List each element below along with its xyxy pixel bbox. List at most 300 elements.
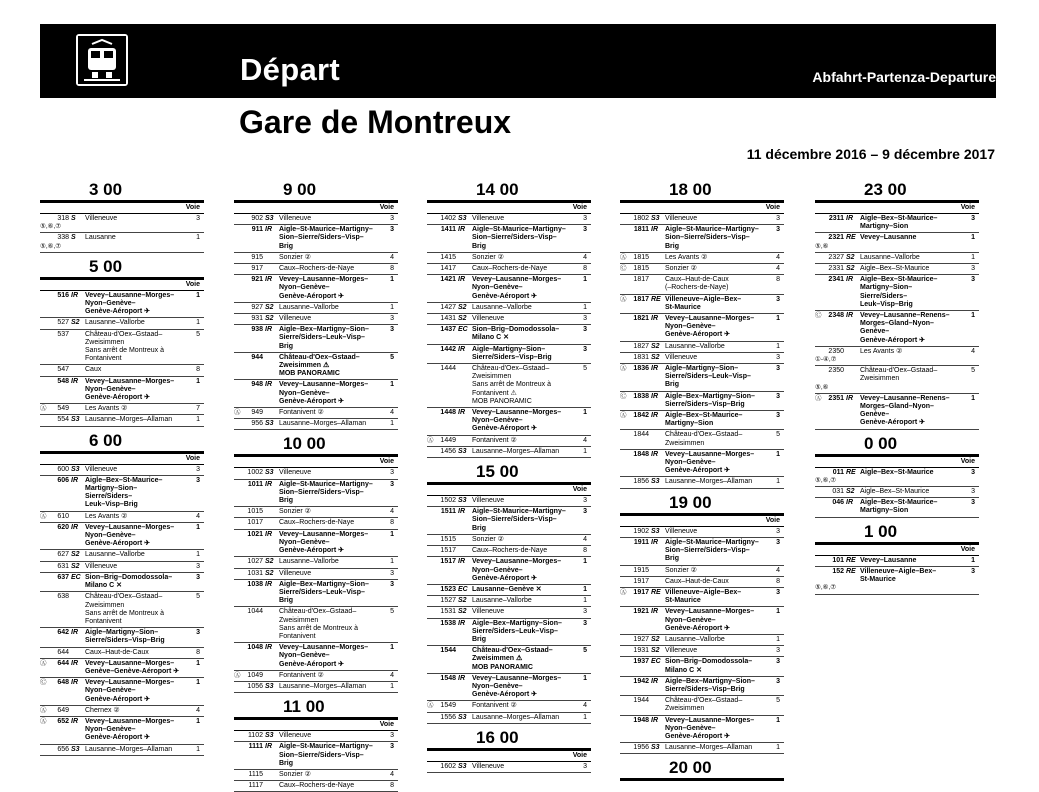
- hour-block: [40, 179, 204, 253]
- train-time: 1836: [633, 365, 649, 373]
- departure-row: [234, 353, 398, 381]
- train-time: 1815: [633, 253, 649, 261]
- destination: Les Avants ②: [665, 253, 708, 261]
- departure-row: [427, 701, 591, 712]
- train-category: S: [71, 234, 76, 242]
- train-category: S2: [458, 303, 467, 311]
- destination: Vevey–Lausanne–Morges– Nyon–Genève– Genève-Aéroport ✈: [279, 381, 369, 405]
- track-number: 3: [196, 465, 200, 473]
- track-number: 1: [583, 597, 587, 605]
- track-number: 3: [196, 629, 200, 637]
- train-category: S2: [846, 488, 855, 496]
- departure-row: [427, 713, 591, 724]
- train-category: S3: [71, 745, 80, 753]
- departure-row: [427, 345, 591, 364]
- track-number: 1: [583, 585, 587, 593]
- departure-row: [234, 518, 398, 529]
- track-number: 1: [971, 234, 975, 242]
- train-time: 1911: [633, 538, 649, 546]
- departure-row: [234, 742, 398, 770]
- destination: Aigle–Martigny–Sion– Sierre/Siders–Visp–Brig: [472, 345, 552, 361]
- train-category: S3: [71, 465, 80, 473]
- departure-row: [234, 468, 398, 479]
- destination: Vevey–Lausanne–Morges– Nyon–Genève– Genève-Aéroport ✈: [472, 276, 562, 300]
- destination: Caux–Rochers-de-Naye: [472, 547, 548, 555]
- track-number: 1: [776, 716, 780, 724]
- departure-list: [234, 213, 398, 430]
- train-time: 938: [251, 326, 263, 334]
- destination: Aigle–Bex–St-Maurice: [860, 468, 934, 476]
- track-number: 3: [390, 315, 394, 323]
- track-column-header: Voie: [960, 457, 975, 465]
- operating-days-prefix: Ⓐ: [620, 412, 627, 420]
- train-time: 1602: [440, 762, 456, 770]
- train-time: 2321: [828, 234, 844, 242]
- departure-row: [40, 562, 204, 573]
- destination: Aigle–Martigny–Sion– Sierre/Siders–Visp–Brig: [85, 629, 165, 645]
- train-category: RE: [846, 468, 856, 476]
- train-time: 547: [57, 366, 69, 374]
- destination: Villeneuve: [85, 215, 118, 222]
- track-number: 3: [971, 567, 975, 575]
- train-category: S3: [651, 744, 660, 752]
- track-number: 3: [776, 226, 780, 234]
- track-number: 1: [390, 530, 394, 538]
- train-category: IR: [651, 226, 658, 234]
- operating-days-prefix: Ⓒ: [620, 392, 627, 400]
- destination: Lausanne–Genève ✕: [472, 585, 542, 593]
- train-time: 1502: [440, 497, 456, 505]
- destination: Sonzier ②: [665, 265, 697, 273]
- departure-row: [620, 353, 784, 364]
- train-category: IR: [846, 215, 853, 222]
- track-number: 4: [390, 253, 394, 261]
- train-category: S: [71, 215, 76, 222]
- train-time: 1115: [248, 770, 263, 778]
- train-time: 1111: [248, 743, 263, 751]
- departure-row: [40, 628, 204, 647]
- destination: Sonzier ②: [665, 566, 697, 574]
- train-time: 1944: [633, 697, 649, 705]
- train-time: 1417: [440, 265, 456, 273]
- train-category: S2: [71, 562, 80, 570]
- track-number: 3: [776, 353, 780, 361]
- departure-row: [427, 546, 591, 557]
- track-number: 8: [390, 782, 394, 790]
- timetable-column-5: [815, 176, 979, 595]
- track-column-header: Voie: [765, 204, 780, 211]
- destination: Lausanne–Vallorbe: [472, 597, 532, 605]
- destination: Château-d'Oex–Gstaad– Zweisimmen: [860, 367, 938, 383]
- train-category: S3: [265, 215, 274, 222]
- train-time: 1456: [440, 447, 456, 455]
- track-number: 3: [776, 392, 780, 400]
- train-category: S2: [265, 303, 274, 311]
- train-time: 1017: [247, 519, 263, 527]
- train-category: S2: [651, 647, 660, 655]
- train-category: IR: [846, 312, 853, 320]
- track-number: 8: [776, 276, 780, 284]
- train-time: 031: [832, 488, 844, 496]
- track-number: 3: [390, 326, 394, 334]
- operating-days-note: ⑤,⑥,⑦: [40, 242, 62, 250]
- train-time: 644: [57, 648, 69, 656]
- train-time: 915: [251, 253, 263, 261]
- train-category: IR: [458, 276, 465, 284]
- track-number: 1: [196, 523, 200, 531]
- departure-row: [620, 677, 784, 696]
- train-category: IR: [458, 619, 465, 627]
- destination: Lausanne–Morges–Allaman: [279, 420, 367, 428]
- operating-days-note: ①-④,⑦: [815, 356, 837, 364]
- train-category: S3: [651, 527, 660, 535]
- destination: Vevey–Lausanne–Morges– Nyon–Genève– Genève-Aéroport ✈: [279, 530, 369, 555]
- destination: Aigle–St-Maurice–Martigny– Sion–Sierre/Siders–Visp–Brig: [472, 226, 566, 250]
- operating-days-prefix: Ⓐ: [815, 394, 822, 402]
- departure-row: [815, 468, 979, 487]
- destination: Caux–Rochers-de-Naye: [279, 265, 355, 273]
- track-number: 8: [196, 648, 200, 656]
- departure-row: [427, 364, 591, 408]
- track-number: 3: [776, 527, 780, 535]
- departure-row: [620, 392, 784, 411]
- departure-row: [40, 678, 204, 706]
- operating-days-prefix: Ⓒ: [620, 265, 627, 273]
- hour-heading: 10 00: [283, 434, 326, 454]
- track-column-header: Voie: [185, 280, 200, 288]
- track-number: 3: [196, 215, 200, 222]
- track-number: 5: [196, 330, 200, 338]
- train-time: 554: [57, 416, 69, 424]
- train-time: 1517: [440, 547, 456, 555]
- destination: Chernex ②: [85, 706, 120, 714]
- operating-days-prefix: Ⓐ: [620, 253, 627, 261]
- departure-row: [234, 569, 398, 580]
- destination: Lausanne–Vallorbe: [665, 342, 725, 350]
- train-time: 649: [57, 706, 69, 714]
- train-time: 1942: [633, 677, 649, 685]
- destination: Lausanne–Morges–Allaman: [665, 478, 753, 486]
- train-time: 1102: [247, 732, 263, 740]
- hour-heading: 20 00: [669, 758, 712, 778]
- departure-list: [40, 464, 204, 756]
- operating-days-prefix: Ⓒ: [815, 312, 822, 320]
- destination: Villeneuve–Aigle–Bex– St-Maurice: [665, 588, 742, 605]
- train-category: S3: [458, 215, 467, 222]
- departure-row: [620, 577, 784, 588]
- departure-row: [234, 303, 398, 314]
- destination: Aigle–St-Maurice–Martigny– Sion–Sierre/Siders–Visp–Brig: [665, 226, 759, 250]
- track-number: 3: [583, 619, 587, 627]
- departure-row: [40, 318, 204, 329]
- departure-row: [234, 580, 398, 608]
- train-time: 648: [57, 679, 69, 687]
- hour-rule: [620, 778, 784, 781]
- departure-row: [40, 291, 204, 319]
- departure-row: [815, 233, 979, 252]
- departure-row: [427, 436, 591, 447]
- track-number: 1: [196, 291, 200, 299]
- departure-row: [427, 607, 591, 618]
- departure-row: [620, 696, 784, 715]
- departure-row: [427, 314, 591, 325]
- departure-row: [234, 671, 398, 682]
- track-number: 4: [390, 409, 394, 417]
- destination: Vevey–Lausanne–Morges– Nyon–Genève– Genève-Aéroport ✈: [279, 276, 369, 300]
- train-time: 2327: [828, 253, 844, 261]
- train-category: IR: [458, 508, 465, 516]
- departure-row: [234, 275, 398, 303]
- departure-row: [234, 781, 398, 792]
- destination: Aigle–Bex–Martigny–Sion– Sierre/Siders–Leuk–Visp–Brig: [472, 619, 562, 643]
- destination: Aigle–Martigny–Sion– Sierre/Siders–Leuk–Visp–Brig: [665, 365, 751, 389]
- train-category: RE: [846, 234, 856, 242]
- train-category: IR: [846, 394, 853, 402]
- destination: Fontanivent ②: [472, 702, 517, 710]
- track-number: 3: [583, 226, 587, 234]
- destination: Vevey–Lausanne: [860, 234, 917, 242]
- train-category: EC: [71, 573, 81, 581]
- track-number: 5: [583, 647, 587, 655]
- train-time: 1844: [633, 431, 649, 439]
- track-number: 3: [776, 295, 780, 303]
- train-time: 318: [57, 215, 69, 222]
- departure-row: [234, 557, 398, 568]
- departure-row: [40, 330, 204, 366]
- destination: Lausanne–Morges–Allaman: [85, 416, 173, 424]
- departure-row: [427, 264, 591, 275]
- train-category: RE: [846, 556, 856, 564]
- track-number: 4: [196, 512, 200, 520]
- destination: Villeneuve: [279, 469, 312, 477]
- departure-row: [620, 635, 784, 646]
- track-number: 8: [776, 577, 780, 585]
- train-time: 527: [57, 319, 69, 327]
- destination: Villeneuve: [279, 569, 312, 577]
- track-number: 1: [390, 682, 394, 690]
- train-time: 1538: [440, 619, 456, 627]
- destination: Villeneuve: [472, 315, 505, 323]
- destination: Villeneuve: [472, 497, 505, 505]
- train-category: IR: [651, 412, 658, 420]
- destination: Aigle–St-Maurice–Martigny– Sion–Sierre/Siders–Visp–Brig: [279, 226, 373, 250]
- departure-row: [815, 347, 979, 366]
- track-column-header: Voie: [379, 458, 394, 466]
- destination: Vevey–Lausanne–Morges– Nyon–Genève– Genève-Aéroport ✈: [85, 679, 175, 703]
- destination: Aigle–Bex–Martigny–Sion– Sierre/Siders–Leuk–Visp–Brig: [279, 580, 369, 605]
- track-number: 3: [583, 215, 587, 222]
- destination: Vevey–Lausanne–Renens– Morges–Gland–Nyon–Genève– Genève-Aéroport ✈: [860, 394, 950, 427]
- train-category: IR: [265, 480, 272, 488]
- departure-row: [427, 408, 591, 436]
- operating-days-prefix: Ⓐ: [427, 436, 434, 444]
- track-number: 1: [971, 253, 975, 261]
- train-time: 537: [57, 330, 69, 338]
- train-time: 1931: [633, 647, 649, 655]
- departure-row: [815, 311, 979, 347]
- train-category: IR: [71, 629, 78, 637]
- train-category: S3: [651, 478, 660, 486]
- track-number: 1: [583, 409, 587, 417]
- track-number: 1: [390, 276, 394, 284]
- departure-row: [427, 225, 591, 253]
- track-number: 5: [390, 608, 394, 616]
- train-time: 1444: [440, 365, 456, 373]
- train-category: S2: [846, 253, 855, 261]
- hour-heading: 1 00: [864, 521, 898, 541]
- train-time: 956: [251, 420, 263, 428]
- destination: Lausanne–Vallorbe: [860, 253, 920, 261]
- train-time: 011: [832, 468, 844, 476]
- train-time: 1556: [440, 713, 456, 721]
- header-bar: [40, 24, 996, 98]
- hour-block: [427, 727, 591, 773]
- train-category: S3: [71, 416, 80, 424]
- track-number: 1: [390, 303, 394, 311]
- train-time: 642: [57, 629, 69, 637]
- departure-row: [40, 476, 204, 512]
- track-column-header: Voie: [379, 204, 394, 211]
- hour-heading: 0 00: [864, 433, 898, 453]
- train-time: 1956: [633, 744, 649, 752]
- train-category: RE: [651, 295, 661, 303]
- track-number: 3: [776, 588, 780, 596]
- train-time: 1048: [247, 644, 263, 652]
- train-time: 1927: [633, 635, 649, 643]
- destination: Aigle–Bex–St-Maurice– Martigny–Sion: [860, 499, 938, 515]
- destination: Vevey–Lausanne: [860, 556, 917, 564]
- track-column-header: Voie: [572, 204, 587, 211]
- train-category: IR: [458, 226, 465, 234]
- destination: Vevey–Lausanne–Morges– Nyon–Genève– Genève-Aéroport ✈: [85, 377, 175, 402]
- destination: Caux–Rochers-de-Naye: [472, 265, 548, 273]
- track-column-header: Voie: [960, 204, 975, 211]
- departure-list: [40, 290, 204, 427]
- departure-row: [620, 716, 784, 744]
- train-time: 1011: [247, 480, 263, 488]
- track-number: 3: [583, 315, 587, 323]
- train-category: IR: [265, 326, 272, 334]
- train-category: S2: [265, 558, 274, 566]
- track-number: 3: [390, 480, 394, 488]
- destination: Vevey–Lausanne–Morges– Nyon–Genève– Genève-Aéroport ✈: [665, 716, 755, 740]
- departure-row: [234, 380, 398, 408]
- train-time: 656: [57, 745, 69, 753]
- train-time: 1531: [440, 608, 456, 616]
- train-category: S2: [651, 342, 660, 350]
- destination: Villeneuve–Aigle–Bex– St-Maurice: [860, 567, 937, 584]
- track-number: 3: [196, 573, 200, 581]
- departure-row: [427, 762, 591, 773]
- destination: Aigle–Bex–Martigny–Sion– Sierre/Siders–Leuk–Visp–Brig: [279, 326, 369, 350]
- hour-block: [427, 179, 591, 458]
- train-category: IR: [846, 499, 853, 507]
- departure-row: [40, 365, 204, 376]
- destination: Fontanivent ②: [472, 436, 517, 444]
- train-category: RE: [651, 588, 661, 596]
- departure-row: [40, 233, 204, 252]
- hour-block: [815, 433, 979, 518]
- train-time: 902: [251, 215, 263, 222]
- train-time: 944: [251, 353, 263, 361]
- track-number: 8: [390, 519, 394, 527]
- destination: Les Avants ②: [85, 512, 128, 520]
- operating-days-note: ⑤,⑥,⑦: [40, 223, 62, 231]
- track-number: 1: [390, 558, 394, 566]
- train-category: S2: [458, 608, 467, 616]
- track-number: 1: [196, 659, 200, 667]
- departure-row: [620, 743, 784, 754]
- timetable-column-4: [620, 176, 784, 781]
- track-number: 3: [971, 468, 975, 476]
- departure-row: [40, 717, 204, 745]
- train-time: 1842: [633, 412, 649, 420]
- destination: Fontanivent ②: [279, 409, 324, 417]
- destination: Château-d'Oex–Gstaad– Zweisimmen Sans arrêt de Montreux à Fontanivent: [85, 330, 164, 363]
- destination: Vevey–Lausanne–Morges– Nyon–Genève– Genève-Aéroport ✈: [472, 409, 562, 433]
- hour-block: [234, 696, 398, 792]
- track-number: 3: [776, 658, 780, 666]
- departure-row: [815, 567, 979, 595]
- track-number: 1: [583, 303, 587, 311]
- train-time: 548: [57, 377, 69, 385]
- departure-list: [815, 555, 979, 595]
- departure-row: [620, 253, 784, 264]
- departure-row: [40, 523, 204, 551]
- train-category: S2: [71, 319, 80, 327]
- hour-heading: 3 00: [89, 180, 123, 199]
- departure-list: [234, 467, 398, 693]
- destination: Fontanivent ②: [279, 671, 324, 679]
- train-category: S2: [265, 315, 274, 323]
- track-column-header: Voie: [185, 454, 200, 462]
- destination: Villeneuve–Aigle–Bex– St-Maurice: [665, 295, 742, 311]
- destination: Aigle–Bex–St-Maurice– Martigny–Sion: [860, 215, 938, 231]
- train-time: 1402: [440, 215, 456, 222]
- train-time: 1431: [440, 315, 456, 323]
- hour-heading: 5 00: [89, 256, 123, 276]
- track-number: 4: [971, 347, 975, 355]
- destination: Sion–Brig–Domodossola– Milano C ✕: [85, 573, 173, 590]
- destination: Caux: [85, 366, 102, 374]
- validity-period: 11 décembre 2016 – 9 décembre 2017: [746, 146, 995, 162]
- departure-row: [620, 646, 784, 657]
- train-category: IR: [71, 717, 78, 725]
- train-time: 2351: [828, 394, 844, 402]
- train-category: IR: [265, 530, 272, 538]
- hour-block: [40, 256, 204, 427]
- track-number: 3: [776, 215, 780, 222]
- train-time: 1015: [247, 508, 263, 516]
- train-time: 1527: [440, 597, 456, 605]
- departure-row: [40, 659, 204, 678]
- departure-row: [234, 253, 398, 264]
- track-number: 4: [776, 265, 780, 273]
- departure-row: [427, 585, 591, 596]
- train-time: 644: [57, 659, 69, 667]
- destination: Villeneuve: [472, 215, 505, 222]
- train-category: IR: [71, 659, 78, 667]
- destination: Lausanne–Vallorbe: [279, 558, 339, 566]
- destination: Aigle–Bex–St-Maurice– Martigny–Sion–Sierre/Siders– Leuk–Visp–Brig: [85, 476, 163, 509]
- train-time: 2350: [828, 367, 844, 375]
- track-number: 1: [971, 556, 975, 564]
- train-time: 1044: [247, 608, 263, 616]
- track-number: 3: [583, 508, 587, 516]
- train-category: IR: [265, 276, 272, 284]
- track-number: 1: [776, 315, 780, 323]
- departure-row: [815, 556, 979, 567]
